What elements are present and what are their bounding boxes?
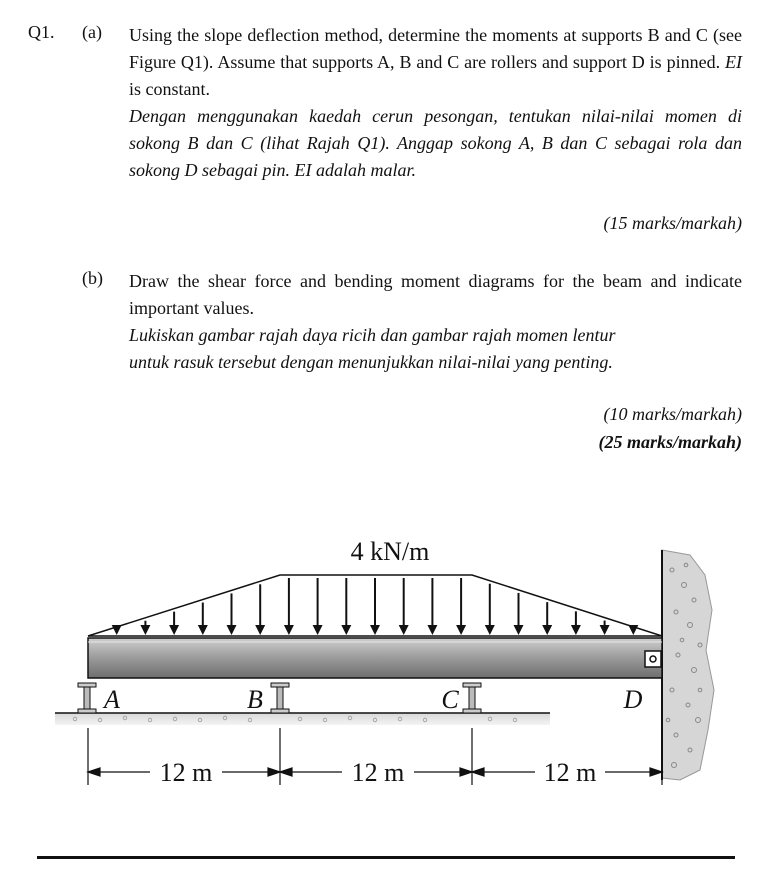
- load-arrow-head: [542, 625, 552, 635]
- part-b-text-malay: [129, 322, 742, 376]
- support-label-c: C: [441, 685, 459, 714]
- part-a-text-malay: Dengan menggunakan kaedah cerun pesongan, tentukan nilai-nilai momen di sokong B dan C (lihat Rajah Q1). Anggap sokong A, B dan C sebagai rola dan sokong D sebagai pin. EI adalah malar.: [129, 106, 742, 180]
- part-b-label: (b): [82, 268, 103, 288]
- roller-support-c: [463, 683, 481, 713]
- load-arrow-head: [341, 625, 351, 635]
- pin-support-d: [645, 651, 661, 667]
- load-arrow-head: [255, 625, 265, 635]
- load-label: 4 kN/m: [350, 537, 430, 566]
- part-a-text-english: [129, 22, 742, 103]
- load-arrow-head: [514, 625, 524, 635]
- fixed-wall-d: [662, 550, 714, 780]
- distributed-load: [88, 537, 662, 636]
- ground: [55, 713, 550, 725]
- support-label-d: D: [623, 685, 643, 714]
- bottom-rule: [37, 856, 735, 859]
- load-arrow-head: [198, 625, 208, 635]
- load-arrows: [112, 578, 639, 635]
- ei-symbol: EI: [725, 52, 742, 72]
- part-b-text-malay-line1: Lukiskan gambar rajah daya ricih dan gambar rajah momen lentur: [129, 325, 616, 345]
- load-arrow-head: [313, 625, 323, 635]
- beam: [88, 638, 662, 678]
- load-arrow-head: [427, 625, 437, 635]
- span-label-ab: 12 m: [159, 758, 213, 787]
- total-marks: (25 marks/markah): [598, 432, 742, 452]
- part-b-text-malay-line2: untuk rasuk tersebut dengan menunjukkan nilai-nilai yang penting.: [129, 352, 613, 372]
- question-number: Q1.: [28, 22, 55, 42]
- load-arrow-head: [485, 625, 495, 635]
- load-arrow-head: [169, 625, 179, 635]
- roller-support-a: [78, 683, 96, 713]
- load-arrow-head: [456, 625, 466, 635]
- load-arrow-head: [112, 625, 122, 635]
- load-arrow-head: [370, 625, 380, 635]
- load-arrow-head: [227, 625, 237, 635]
- figure-q1-beam: [0, 520, 775, 800]
- load-arrow-head: [399, 625, 409, 635]
- load-arrow-head: [284, 625, 294, 635]
- load-arrow-head: [628, 625, 638, 635]
- load-arrow-head: [571, 625, 581, 635]
- span-label-cd: 12 m: [543, 758, 597, 787]
- support-label-b: B: [247, 685, 263, 714]
- part-b-marks: (10 marks/markah): [603, 404, 742, 424]
- load-arrow-head: [140, 625, 150, 635]
- part-a-marks: (15 marks/markah): [603, 213, 742, 233]
- roller-support-b: [271, 683, 289, 713]
- part-a-text-english-post: is constant.: [129, 79, 210, 99]
- span-label-bc: 12 m: [351, 758, 405, 787]
- load-arrow-head: [600, 625, 610, 635]
- support-label-a: A: [104, 685, 120, 714]
- part-a-label: (a): [82, 22, 102, 42]
- part-a-text-english-pre: Using the slope deflection method, determine the moments at supports B and C (see Figure Q1). Assume that supports A, B and C are rollers and support D is pinned.: [129, 25, 742, 72]
- part-b-text-english: Draw the shear force and bending moment diagrams for the beam and indicate important values.: [129, 271, 742, 318]
